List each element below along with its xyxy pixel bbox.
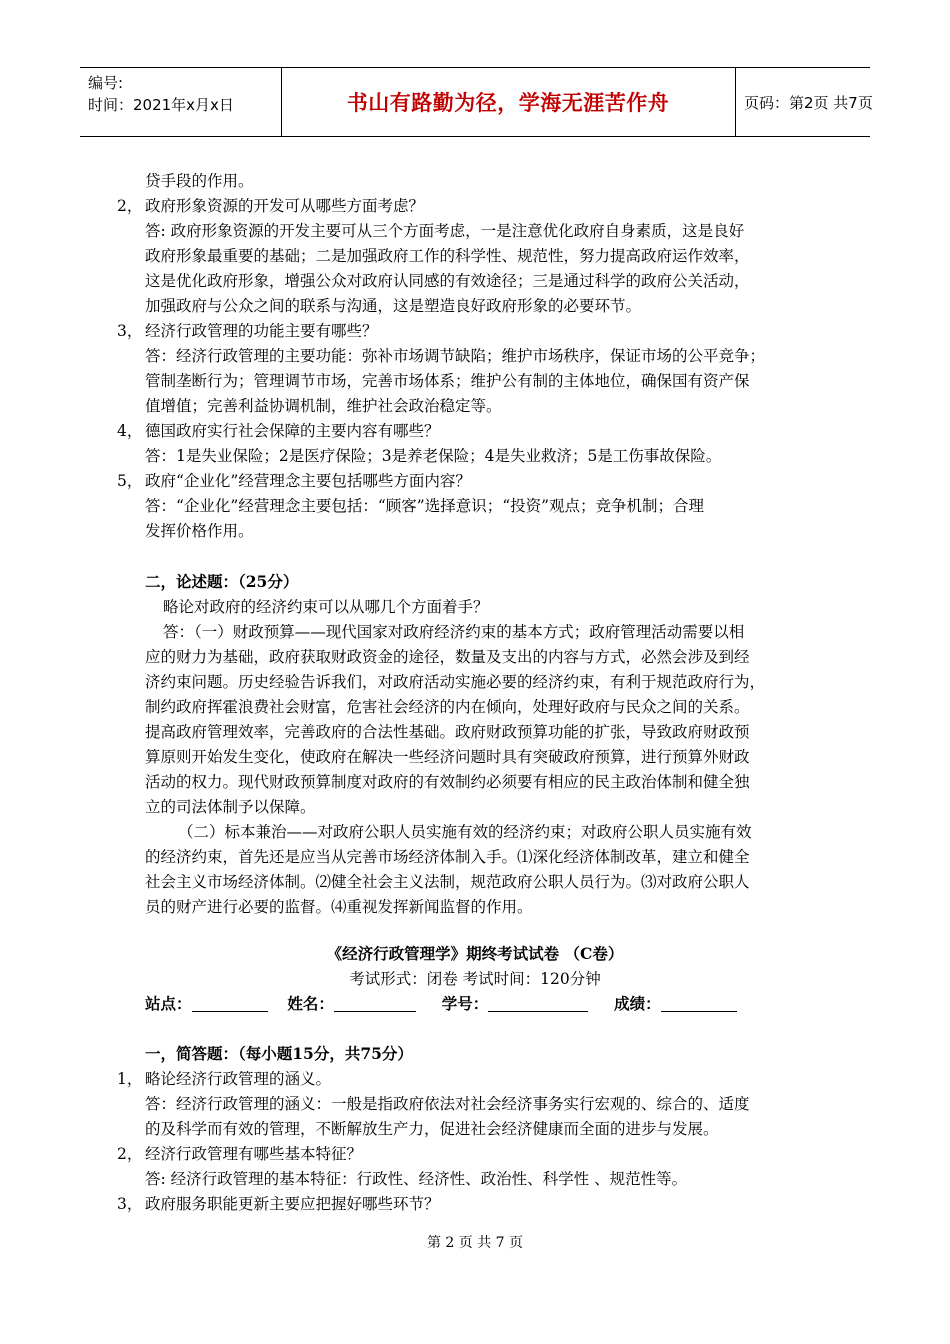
question-number: 5，	[117, 472, 143, 490]
essay-para-line: 答：（一）财政预算——现代国家对政府经济约束的基本方式；政府管理活动需要以相	[163, 623, 745, 641]
field-label-score: 成绩：	[614, 994, 661, 1013]
essay-para-line: 济约束问题。历史经验告诉我们，对政府活动实施必要的经济约束，有利于规范政府行为，	[145, 673, 766, 691]
name-blank[interactable]	[334, 995, 416, 1012]
header-meta	[80, 68, 282, 136]
essay-para-line: 的经济约束，首先还是应当从完善市场经济体制入手。⑴深化经济体制改革，建立和健全	[145, 848, 750, 866]
header-page-cell	[736, 68, 873, 136]
answer-line: 答：经济行政管理的涵义：一般是指政府依法对社会经济事务实行宏观的、综合的、适度	[145, 1095, 750, 1113]
answer-line: 加强政府与公众之间的联系与沟通，这是塑造良好政府形象的必要环节。	[145, 297, 642, 315]
field-label-name: 姓名：	[287, 994, 334, 1013]
essay-para-line: 应的财力为基础，政府获取财政资金的途径，数量及支出的内容与方式，必然会涉及到经	[145, 648, 750, 666]
motto: 书山有路勤为径，学海无涯苦作舟	[346, 91, 670, 115]
id-blank[interactable]	[488, 995, 588, 1012]
answer-line: 发挥价格作用。	[145, 522, 254, 540]
answer-line: 答：1是失业保险；2是医疗保险；3是养老保险；4是失业救济；5是工伤事故保险。	[145, 447, 722, 465]
field-label-site: 站点：	[145, 994, 192, 1013]
answer-line: 政府形象最重要的基础；二是加强政府工作的科学性、规范性，努力提高政府运作效率，	[145, 247, 750, 265]
answer-line: 这是优化政府形象，增强公众对政府认同感的有效途径；三是通过科学的政府公关活动，	[145, 272, 750, 290]
code-label: 编号:	[88, 74, 124, 92]
essay-para-line: 社会主义市场经济体制。⑵健全社会主义法制，规范政府公职人员行为。⑶对政府公职人	[145, 873, 750, 891]
exam-fields	[145, 994, 737, 1014]
essay-para-line: 立的司法体制予以保障。	[145, 798, 316, 816]
answer-line: 答: 经济行政管理的基本特征：行政性、经济性、政治性、科学性 、规范性等。	[145, 1170, 688, 1188]
question-text: 政府形象资源的开发可从哪些方面考虑？	[145, 197, 425, 215]
answer-line: 管制垄断行为；管理调节市场，完善市场体系；维护公有制的主体地位，确保国有资产保	[145, 372, 750, 390]
answer-line: 答：经济行政管理的主要功能：弥补市场调节缺陷；维护市场秩序，保证市场的公平竞争；	[145, 347, 766, 365]
answer-line: 值增值；完善利益协调机制，维护社会政治稳定等。	[145, 397, 502, 415]
essay-heading: 二，论述题：（25分）	[145, 572, 299, 591]
field-label-id: 学号：	[441, 994, 489, 1013]
question-text: 略论经济行政管理的涵义。	[145, 1070, 332, 1088]
question-number: 3，	[117, 322, 143, 340]
page-footer: 第 2 页 共 7 页	[426, 1235, 524, 1251]
question-text: 政府“企业化”经营理念主要包括哪些方面内容？	[145, 472, 471, 490]
header-motto-cell	[281, 68, 736, 136]
essay-para-line: 员的财产进行必要的监督。⑷重视发挥新闻监督的作用。	[145, 898, 533, 916]
question-number: 1，	[117, 1070, 143, 1088]
site-blank[interactable]	[192, 995, 268, 1012]
essay-para-line: 算原则开始发生变化，使政府在解决一些经济问题时具有突破政府预算，进行预算外财政	[145, 748, 750, 766]
question-number: 2，	[117, 197, 143, 215]
essay-para-line: 制约政府挥霍浪费社会财富，危害社会经济的内在倾向，处理好政府与民众之间的关系。	[145, 698, 750, 716]
question-text: 政府服务职能更新主要应把握好哪些环节？	[145, 1195, 440, 1213]
question-text: 经济行政管理的功能主要有哪些？	[145, 322, 378, 340]
answer-line: 的及科学而有效的管理，不断解放生产力，促进社会经济健康而全面的进步与发展。	[145, 1120, 719, 1138]
essay-question: 略论对政府的经济约束可以从哪几个方面着手？	[163, 598, 489, 616]
answer-line: 答: 政府形象资源的开发主要可从三个方面考虑，一是注意优化政府自身素质，这是良好	[145, 222, 745, 240]
exam-format: 考试形式：闭卷 考试时间：120分钟	[349, 970, 601, 988]
question-number: 2，	[117, 1145, 143, 1163]
page-info: 页码：第2页 共7页	[744, 93, 873, 112]
essay-para-line: 提高政府管理效率，完善政府的合法性基础。政府财政预算功能的扩张，导致政府财政预	[145, 723, 750, 741]
question-number: 4，	[117, 422, 143, 440]
score-blank[interactable]	[661, 995, 737, 1012]
time-label: 时间：2021年x月x日	[88, 96, 234, 114]
exam-title: 《经济行政管理学》期终考试试卷 （C卷）	[326, 944, 624, 963]
essay-para-line: （二）标本兼治——对政府公职人员实施有效的经济约束；对政府公职人员实施有效	[178, 823, 752, 841]
continuation-text: 贷手段的作用。	[145, 172, 254, 190]
question-text: 经济行政管理有哪些基本特征？	[145, 1145, 363, 1163]
essay-para-line: 活动的权力。现代财政预算制度对政府的有效制约必须要有相应的民主政治体制和健全独	[145, 773, 750, 791]
page-header	[80, 67, 873, 137]
answer-line: 答：“企业化”经营理念主要包括：“顾客”选择意识；“投资”观点；竞争机制；合理	[145, 497, 705, 515]
section-c-heading: 一，简答题：（每小题15分，共75分）	[145, 1044, 413, 1063]
question-text: 德国政府实行社会保障的主要内容有哪些？	[145, 422, 440, 440]
question-number: 3，	[117, 1195, 143, 1213]
